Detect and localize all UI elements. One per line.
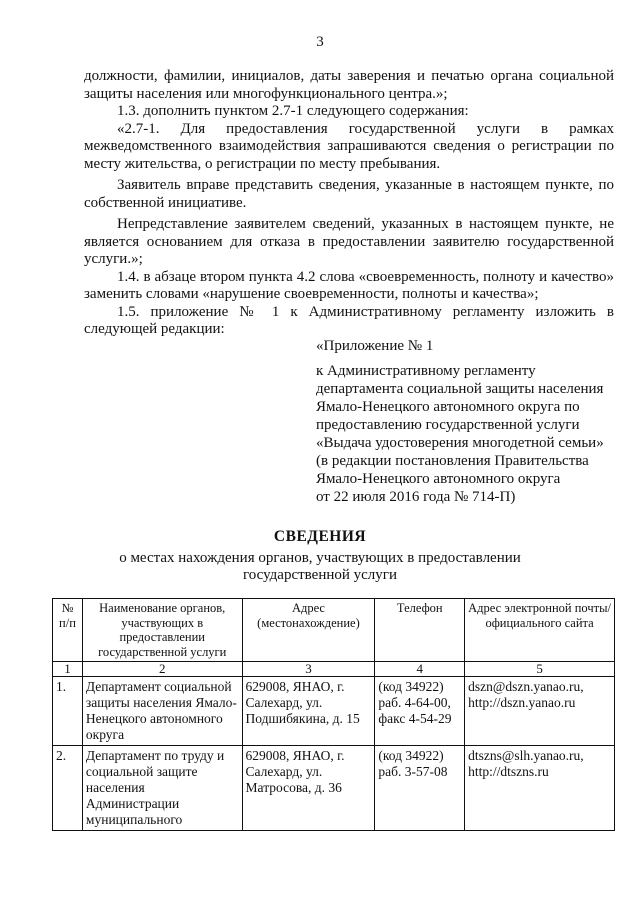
- page-number: 3: [316, 34, 324, 50]
- body-text: [84, 68, 614, 339]
- appendix-line: Ямало-Ненецкого автономного округа: [316, 471, 561, 487]
- appendix-line: «Выдача удостоверения многодетной семьи»: [316, 435, 604, 451]
- appendix-block: [316, 362, 616, 506]
- row-address: 629008, ЯНАО, г. Салехард, ул. Матросова, д. 36: [242, 746, 375, 831]
- column-number: 4: [375, 662, 465, 677]
- paragraph: Непредставление заявителем сведений, указанных в настоящем пункте, не является основанием для отказа в предоставлении заявителю государственной услуги.»;: [84, 216, 614, 267]
- row-phone: (код 34922) раб. 4-64-00, факс 4-54-29: [375, 677, 465, 746]
- appendix-line: к Административному регламенту: [316, 363, 536, 379]
- header-num: № п/п: [53, 599, 83, 662]
- row-phone: (код 34922) раб. 3-57-08: [375, 746, 465, 831]
- header-name: Наименование органов, участвующих в предоставлении государственной услуги: [82, 599, 242, 662]
- paragraph: 1.3. дополнить пунктом 2.7-1 следующего содержания:: [117, 103, 469, 119]
- agencies-table: [52, 598, 615, 831]
- subheading-line: о местах нахождения органов, участвующих в предоставлении: [119, 550, 521, 566]
- column-number: 2: [82, 662, 242, 677]
- row-address: 629008, ЯНАО, г. Салехард, ул. Подшибякина, д. 15: [242, 677, 375, 746]
- header-phone: Телефон: [375, 599, 465, 662]
- paragraph: Заявитель вправе представить сведения, указанные в настоящем пункте, по собственной инициативе.: [84, 177, 614, 211]
- column-number-row: [53, 662, 615, 677]
- paragraph: 1.4. в абзаце втором пункта 4.2 слова «своевременность, полноту и качество» заменить словами «нарушение своевременности, полноты и качества»;: [84, 268, 614, 302]
- paragraph: 1.5. приложение № 1 к Административному регламенту изложить в следующей редакции:: [84, 303, 614, 337]
- appendix-title-text: «Приложение № 1: [316, 338, 434, 354]
- column-number: 5: [465, 662, 615, 677]
- row-num: 1.: [53, 677, 83, 746]
- row-name: Департамент по труду и социальной защите населения Администрации муниципального: [82, 746, 242, 831]
- section-heading: СВЕДЕНИЯ: [273, 528, 367, 545]
- appendix-line: департамента социальной защиты населения: [316, 381, 604, 397]
- paragraph: должности, фамилии, инициалов, даты заверения и печатью органа социальной защиты населения или многофункционального центра.»;: [84, 68, 614, 102]
- column-number: 3: [242, 662, 375, 677]
- header-address: Адрес (местонахождение): [242, 599, 375, 662]
- appendix-line: предоставлению государственной услуги: [316, 417, 580, 433]
- row-web: dszn@dszn.yanao.ru, http://dszn.yanao.ru: [465, 677, 615, 746]
- row-num: 2.: [53, 746, 83, 831]
- subheading-line: государственной услуги: [243, 567, 397, 583]
- table-header-row: [53, 599, 615, 662]
- table-row: [53, 677, 615, 746]
- row-web: dtszns@slh.yanao.ru, http://dtszns.ru: [465, 746, 615, 831]
- column-number: 1: [53, 662, 83, 677]
- header-web: Адрес электронной почты/ официального сайта: [465, 599, 615, 662]
- table-row: [53, 746, 615, 831]
- row-name: Департамент социальной защиты населения Ямало-Ненецкого автономного округа: [82, 677, 242, 746]
- section-subheading: [0, 550, 640, 584]
- paragraph: «2.7-1. Для предоставления государственной услуги в рамках межведомственного взаимодействия запрашиваются сведения о регистрации по месту жительства, о регистрации по месту пребывания.: [84, 120, 614, 172]
- appendix-line: Ямало-Ненецкого автономного округа по: [316, 399, 580, 415]
- appendix-line: (в редакции постановления Правительства: [316, 453, 589, 469]
- appendix-line: от 22 июля 2016 года № 714-П): [316, 489, 516, 505]
- appendix-title: [316, 337, 616, 355]
